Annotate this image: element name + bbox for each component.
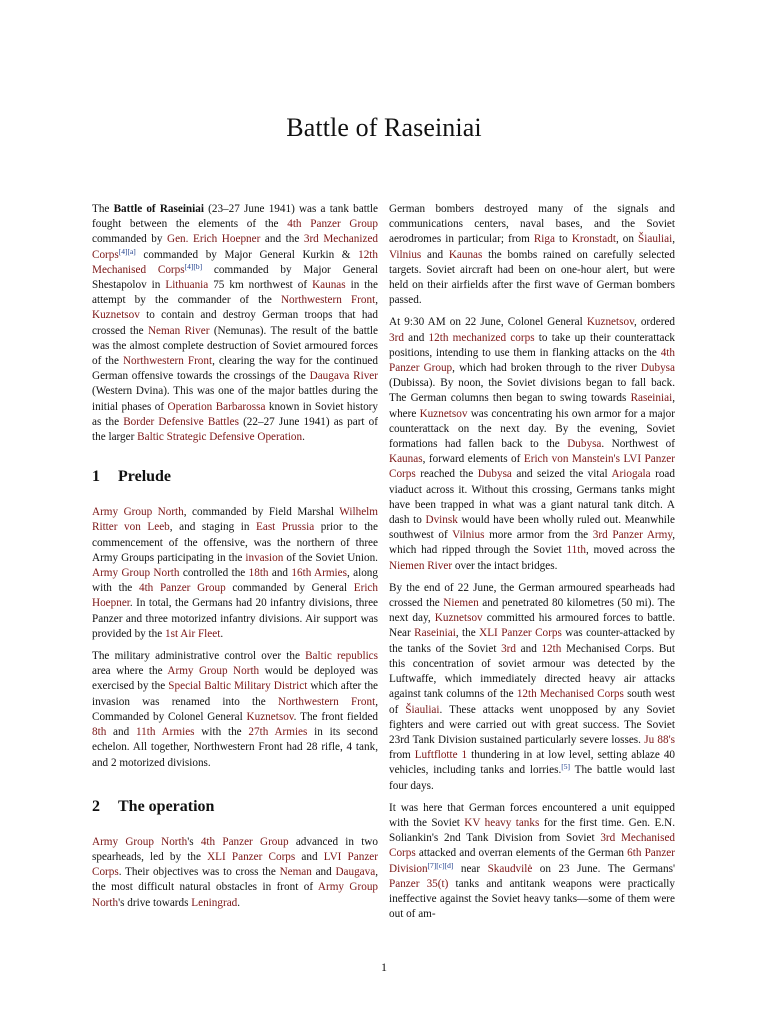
wiki-link[interactable]: East Prussia [256, 521, 315, 534]
section-title: Prelude [118, 468, 172, 486]
wiki-link[interactable]: 11th Armies [135, 726, 195, 739]
wiki-link[interactable]: Special Baltic Military District [168, 680, 308, 693]
wiki-link[interactable]: LVI Panzer Corps [389, 453, 675, 481]
wiki-link[interactable]: Šiauliai [405, 703, 440, 716]
wiki-link[interactable]: Dubysa [640, 362, 675, 375]
section-number: 2 [92, 797, 100, 815]
wiki-link[interactable]: Kaunas [448, 248, 483, 261]
wiki-link[interactable]: 18th [248, 567, 269, 580]
wiki-link[interactable]: Army Group North [92, 567, 180, 580]
wiki-link[interactable]: Neman River [147, 324, 210, 337]
wiki-link[interactable]: Vilnius [389, 248, 422, 261]
wiki-link[interactable]: Šiauliai [638, 233, 673, 246]
wiki-link[interactable]: Luftflotte 1 [414, 749, 468, 762]
wiki-link[interactable]: 3rd Mechanised Corps [389, 832, 676, 860]
wiki-link[interactable]: Gen. [167, 233, 189, 246]
wiki-link[interactable]: 6th Panzer Division [389, 847, 676, 875]
prelude-paragraph-2: The military administrative control over the Baltic republics area where the Army Group North would be deployed was exercised by the Special Baltic Military District which after the invasion was renamed into the Northwestern Front, Commanded by Colonel General Kuznetsov. The front fielded 8th and 11th Armies with the 27th Armies in its second echelon. All together, Northwestern Front had 28 rifle, 4 tank, and 2 motorized divisions. [92, 650, 379, 769]
bold-term: Battle of Raseiniai [113, 203, 204, 215]
wiki-link[interactable]: Kuznetsov [419, 407, 468, 420]
operation-paragraph-5: It was here that German forces encountered a unit equipped with the Soviet KV heavy tanks for the first time. Gen. E.N. Soliankin's 2nd Tank Division from Soviet 3rd Mechanised Corps attacked and overran elements of the German 6th Panzer Division[7][c][d] near Skaudvilė on 23 June. The Germans' Panzer 35(t) tanks and antitank weapons were practically ineffective against the Soviet heavy tanks—some of them were out of am- [389, 801, 676, 921]
wiki-link[interactable]: 16th Armies [291, 567, 347, 580]
wiki-link[interactable]: 3rd [389, 331, 404, 344]
wiki-link[interactable]: 12th Mechanised Corps [92, 248, 378, 276]
citation-ref[interactable]: [4] [118, 246, 128, 256]
right-column [389, 202, 675, 929]
page-title: Battle of Raseiniai [286, 113, 482, 142]
wiki-link[interactable]: 4th Panzer Group [287, 218, 378, 231]
wiki-link[interactable]: Niemen River [389, 559, 453, 572]
section-title: The operation [118, 797, 215, 815]
operation-paragraph-2: German bombers destroyed many of the signals and communications centers, naval bases, and the Soviet aerodromes in particular; from Riga to Kronstadt, on Šiauliai, Vilnius and Kaunas the bombs rained on carefully selected targets. Soviet aircraft had been on one-hour alert, but were held on their airfields after the first wave of German bombers passed. [389, 203, 676, 307]
prelude-paragraph-1: Army Group North, commanded by Field Marshal Wilhelm Ritter von Leeb, and staging in East Prussia prior to the commencement of the offensive, was the northern of three Army Groups participating in the invasion of the Soviet Union. Army Group North controlled the 18th and 16th Armies, along with the 4th Panzer Group commanded by General Erich Hoepner. In total, the Germans had 20 infantry divisions, three Panzer and three motorized infantry divisions. Air support was provided by the 1st Air Fleet. [92, 506, 378, 640]
citation-ref[interactable]: [b] [193, 261, 203, 271]
citation-ref[interactable]: [7] [427, 860, 437, 870]
wiki-link[interactable]: invasion [245, 551, 284, 564]
wiki-link[interactable]: Baltic Strategic Defensive Operation [137, 431, 303, 444]
wiki-link[interactable]: Northwestern Front [280, 294, 376, 307]
wiki-link[interactable]: Skaudvilė [487, 862, 533, 875]
intro-paragraph: The Battle of Raseiniai (23–27 June 1941) was a tank battle fought between the elements of the 4th Panzer Group commanded by Gen. Erich Hoepner and the 3rd Mechanized Corps[4][a] commanded by Major General Kurkin & 12th Mechanised Corps[4][b] commanded by Major General Shestapolov in Lithuania 75 km northwest of Kaunas in the attempt by the commander of the Northwestern Front, Kuznetsov to contain and destroy German troops that had crossed the Neman River (Nemunas). The result of the battle was the almost complete destruction of Soviet armoured forces of the Northwestern Front, clearing the way for the continued German offensive towards the crossings of the Daugava River (Western Dvina). This was one of the major battles during the initial phases of Operation Barbarossa known in Soviet history as the Border Defensive Battles (22–27 June 1941) as part of the larger Baltic Strategic Defensive Operation. [92, 203, 379, 444]
wiki-link[interactable]: Erich Hoepner [193, 233, 261, 246]
wiki-link[interactable]: Erich von Manstein's [523, 453, 620, 466]
wiki-link[interactable]: Erich Hoepner [92, 582, 378, 610]
wiki-link[interactable]: 12th mechanized corps [428, 331, 535, 344]
wiki-link[interactable]: Wilhelm Ritter von Leeb [92, 506, 378, 534]
wiki-link[interactable]: Kaunas [312, 279, 346, 292]
wiki-link[interactable]: 12th Mechanised Corps [516, 688, 624, 701]
wiki-link[interactable]: Kaunas [389, 453, 423, 466]
left-column [92, 202, 378, 918]
wiki-link[interactable]: Raseiniai [414, 627, 456, 640]
wiki-link[interactable]: Vilnius [452, 529, 485, 542]
wiki-link[interactable]: Dubysa [567, 438, 602, 451]
wiki-link[interactable]: Riga [533, 233, 555, 246]
wiki-link[interactable]: Kuznetsov [434, 612, 483, 625]
wiki-link[interactable]: Ariogala [611, 468, 651, 481]
wiki-link[interactable]: Leningrad [191, 896, 238, 909]
wiki-link[interactable]: Northwestern Front [277, 695, 376, 708]
wiki-link[interactable]: Kuznetsov [586, 316, 634, 329]
operation-paragraph-1: Army Group North's 4th Panzer Group advanced in two spearheads, led by the XLI Panzer Corps and LVI Panzer Corps. Their objectives was to cross the Neman and Daugava, the most difficult natural obstacles in front of Army Group North's drive towards Leningrad. [92, 835, 379, 909]
wiki-link[interactable]: KV heavy tanks [464, 816, 540, 829]
wiki-link[interactable]: Kronstadt [571, 233, 616, 246]
wiki-link[interactable]: Border Defensive Battles [123, 415, 239, 428]
section-heading-prelude [92, 467, 378, 487]
wiki-link[interactable]: 27th Armies [248, 726, 308, 739]
wiki-link[interactable]: Army Group North [92, 835, 188, 848]
page-number: 1 [381, 960, 387, 974]
section-number: 1 [92, 468, 100, 486]
operation-paragraph-3: At 9:30 AM on 22 June, Colonel General Kuznetsov, ordered 3rd and 12th mechanized corps to take up their counterattack positions, intending to use them in flanking attacks on the 4th Panzer Group, which had broken through to the river Dubysa (Dubissa). By noon, the Soviet divisions began to fall back. The German columns then began to swing towards Raseiniai, where Kuznetsov was concentrating his own armor for a major counterattack on the next day. By the evening, Soviet formations had fallen back to the Dubysa. Northwest of Kaunas, forward elements of Erich von Manstein's LVI Panzer Corps reached the Dubysa and seized the vital Ariogala road viaduct across it. Without this crossing, Germans tanks might have been trapped in what was a giant natural tank ditch. A dash to Dvinsk would have been wholly ruled out. Meanwhile southwest of Vilnius more armor from the 3rd Panzer Army, which had ripped through the Soviet 11th, moved across the Niemen River over the intact bridges. [389, 316, 676, 572]
wiki-link[interactable]: XLI Panzer Corps [207, 850, 296, 863]
citation-ref[interactable]: [5] [561, 762, 571, 772]
wiki-link[interactable]: 4th Panzer Group [389, 346, 675, 375]
wiki-link[interactable]: Daugava [335, 866, 376, 879]
wiki-link[interactable]: LVI Panzer Corps [92, 850, 378, 879]
wiki-link[interactable]: 4th Panzer Group [138, 582, 226, 595]
citation-ref[interactable]: [4] [184, 261, 194, 271]
wiki-link[interactable]: Lithuania [165, 279, 209, 292]
citation-ref[interactable]: [a] [127, 246, 136, 256]
operation-paragraph-4: By the end of 22 June, the German armoured spearheads had crossed the Niemen and penetrated 80 kilometres (50 mi). The next day, Kuznetsov committed his armoured forces to battle. Near Raseiniai, the XLI Panzer Corps was counter-attacked by the tanks of the Soviet 3rd and 12th Mechanised Corps. But this concentration of soviet armour was detected by the Luftwaffe, which immediately directed heavy air attacks against tank columns of the 12th Mechanised Corps south west of Šiauliai. These attacks went unopposed by any Soviet fighters and were carried out with great success. The Soviet 23rd Tank Division sustained particularly severe losses. Ju 88's from Luftflotte 1 thundering in at low level, setting ablaze 40 vehicles, including tanks and lorries.[5] The battle would last four days. [389, 581, 676, 792]
wiki-link[interactable]: Dvinsk [425, 514, 458, 527]
wiki-link[interactable]: 11th [566, 544, 586, 557]
wiki-link[interactable]: Neman [279, 866, 312, 879]
wiki-link[interactable]: 3rd Mechanized Corps [92, 233, 379, 261]
wiki-link[interactable]: Kuznetsov [92, 309, 140, 322]
wiki-link[interactable]: Baltic republics [305, 650, 378, 663]
wiki-link[interactable]: Ju 88's [644, 733, 675, 746]
wiki-link[interactable]: 8th [92, 726, 107, 739]
citation-ref[interactable]: [c] [436, 860, 445, 870]
wiki-link[interactable]: 1st Air Fleet [165, 627, 221, 640]
wiki-link[interactable]: Northwestern Front [122, 355, 213, 368]
wiki-link[interactable]: Kuznetsov [246, 710, 294, 723]
wiki-link[interactable]: Army Group North [92, 881, 379, 909]
wiki-link[interactable]: Army Group North [92, 506, 184, 519]
wiki-link[interactable]: Dubysa [477, 468, 512, 481]
wiki-link[interactable]: XLI Panzer Corps [479, 627, 562, 640]
section-heading-operation [92, 797, 378, 817]
wiki-link[interactable]: Daugava River [309, 370, 378, 383]
wiki-link[interactable]: 4th Panzer Group [200, 835, 289, 848]
wiki-link[interactable]: 12th [541, 642, 562, 655]
wiki-link[interactable]: Operation Barbarossa [167, 400, 266, 413]
wiki-link[interactable]: Niemen [443, 597, 479, 610]
wiki-link[interactable]: Raseiniai [630, 392, 673, 405]
wiki-link[interactable]: Army Group North [167, 665, 260, 678]
wiki-link[interactable]: 3rd Panzer Army [592, 529, 673, 542]
wiki-link[interactable]: 3rd [501, 642, 516, 655]
wiki-link[interactable]: Panzer 35(t) [389, 877, 449, 890]
citation-ref[interactable]: [d] [444, 860, 454, 870]
